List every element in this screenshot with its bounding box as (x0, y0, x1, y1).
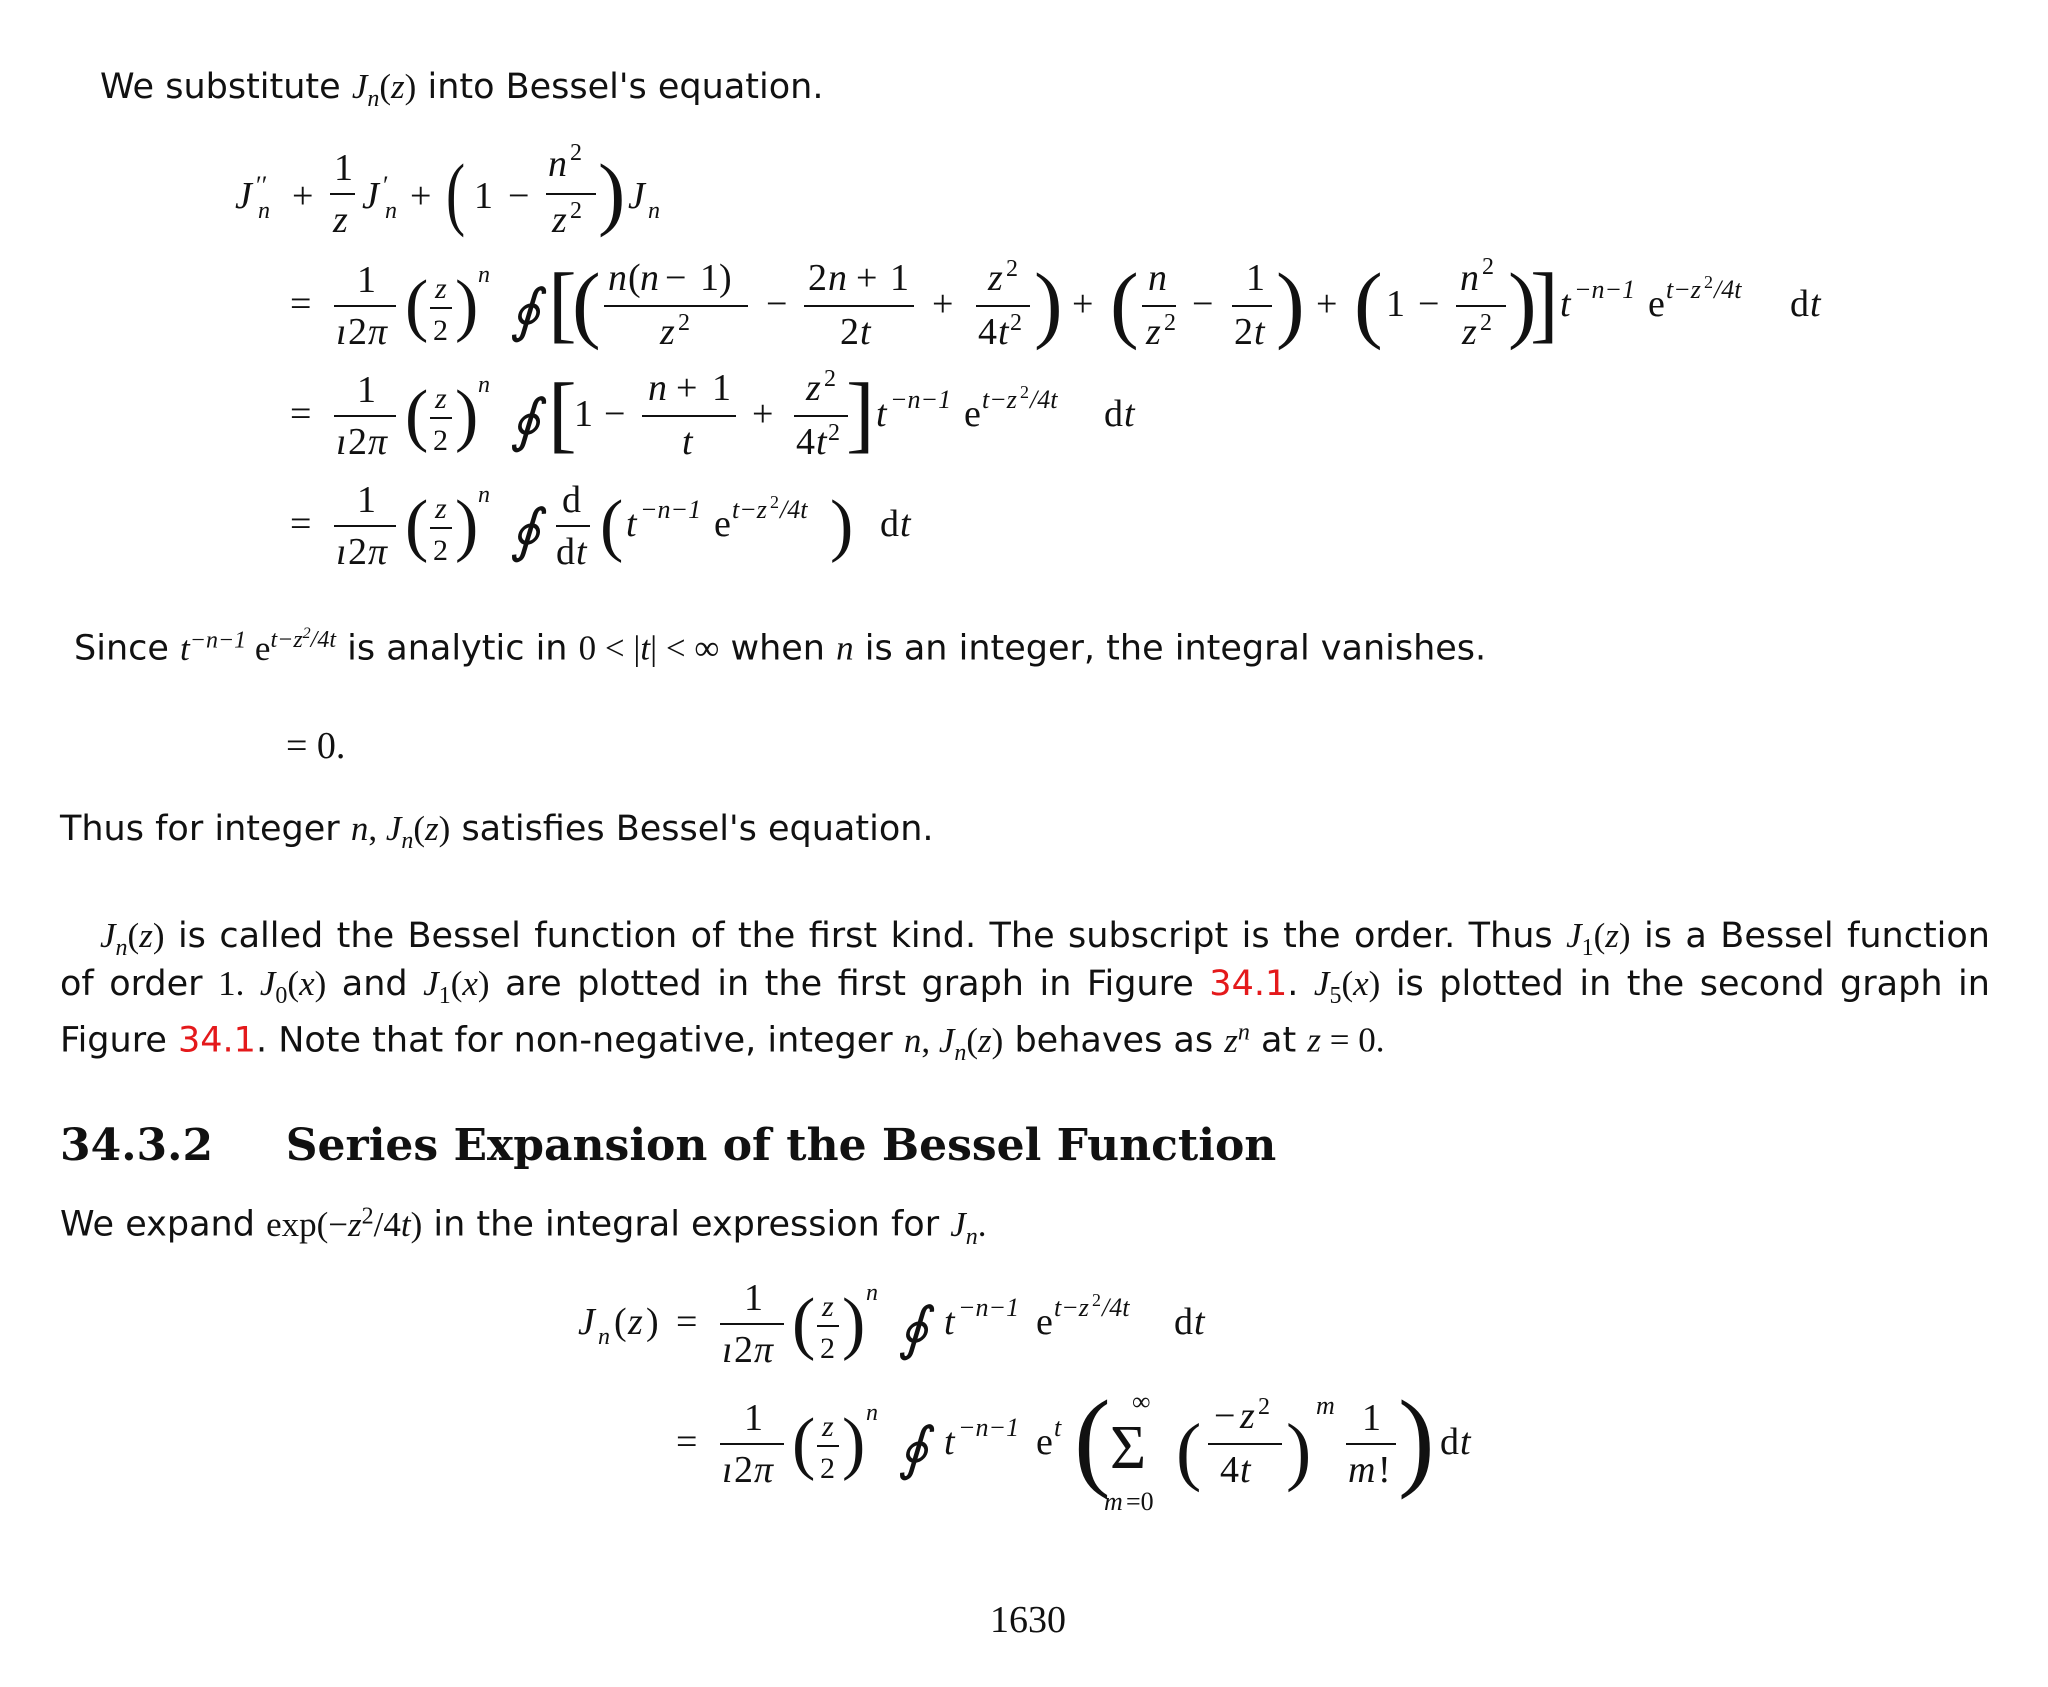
svg-text:z: z (660, 311, 675, 353)
paragraph-t7: Figure (60, 1020, 167, 1061)
svg-text:2: 2 (1164, 310, 1176, 336)
svg-text:): ) (1398, 1378, 1435, 1500)
svg-text:t: t (576, 531, 587, 573)
paragraph-t2: is a Bessel function (1644, 916, 1990, 956)
section-title: Series Expansion of the Bessel Function (285, 1120, 1277, 1171)
svg-text:2: 2 (1010, 310, 1022, 336)
svg-text:2: 2 (678, 310, 690, 336)
svg-text:(: ( (1176, 1409, 1202, 1493)
svg-text:ı: ı (336, 311, 347, 353)
svg-text:−: − (508, 175, 530, 217)
svg-text:2: 2 (1482, 254, 1494, 280)
section-number: 34.3.2 (60, 1120, 214, 1171)
equation-1-line-1 (290, 254, 1822, 353)
svg-text:2: 2 (820, 1332, 835, 1365)
svg-text:1: 1 (712, 367, 731, 409)
equation-1-svg (0, 130, 2048, 580)
svg-text:]: ] (1530, 255, 1559, 351)
svg-text:2: 2 (840, 311, 859, 353)
equation-1-line-2 (290, 365, 1136, 463)
expand-line (60, 1202, 987, 1251)
svg-text:z: z (435, 272, 447, 305)
svg-text:∮: ∮ (898, 1296, 929, 1361)
svg-text:2: 2 (1092, 1290, 1101, 1310)
svg-text:z: z (435, 382, 447, 415)
svg-text:(: ( (1074, 1378, 1111, 1500)
expand-post: in the integral expression for (433, 1204, 940, 1245)
svg-text:+: + (856, 257, 878, 299)
svg-text:+: + (410, 175, 432, 217)
svg-text:n: n (478, 372, 490, 398)
svg-text:π: π (368, 421, 388, 463)
svg-text:t: t (1460, 1421, 1471, 1463)
paragraph-t3: of order (60, 964, 203, 1004)
svg-text:∮: ∮ (510, 498, 541, 563)
svg-text:e: e (1648, 283, 1665, 325)
svg-text:n: n (548, 143, 567, 185)
svg-text:−: − (1214, 1395, 1236, 1437)
svg-text:n: n (258, 198, 270, 224)
svg-text:n: n (648, 367, 667, 409)
svg-text:): ) (455, 267, 479, 344)
svg-text:−n−1: −n−1 (890, 385, 952, 414)
svg-text:n: n (640, 257, 659, 299)
section-heading (60, 1120, 1276, 1173)
svg-text:∮: ∮ (898, 1416, 929, 1481)
svg-text:t: t (682, 421, 693, 463)
svg-text:t: t (944, 1421, 955, 1463)
svg-text:1: 1 (1362, 1397, 1381, 1439)
paragraph-line-1: $J_n(z)$ is called the Bessel function of the first kind. The subscript is the order. Thus $J_1(z)$ is a Bessel function (100, 916, 1990, 961)
svg-text:): ) (455, 377, 479, 454)
svg-text:ı: ı (336, 531, 347, 573)
paragraph-t1: is called the Bessel function of the first kind. The subscript is the order. Thus (177, 916, 1553, 956)
svg-text:/4t: /4t (1102, 1293, 1130, 1322)
svg-text:e: e (714, 503, 731, 545)
since-post: is an integer, the integral vanishes. (864, 628, 1487, 669)
svg-text:−n−1: −n−1 (958, 1413, 1020, 1442)
svg-text:z: z (333, 199, 348, 241)
svg-text:=: = (290, 283, 312, 325)
thus-post: satisfies Bessel's equation. (461, 809, 934, 849)
svg-text:ı: ı (722, 1329, 733, 1371)
svg-text:t: t (998, 311, 1009, 353)
svg-text:n: n (1460, 257, 1479, 299)
svg-text:t: t (944, 1301, 955, 1343)
svg-text:1: 1 (357, 479, 376, 521)
svg-text:z: z (822, 1290, 834, 1323)
since-line (74, 624, 1486, 670)
expand-math: $\exp(-z^2/4t)$ (266, 1203, 423, 1244)
svg-text:): ) (842, 1405, 866, 1482)
svg-text:=: = (290, 503, 312, 545)
svg-text:(: ( (1354, 255, 1383, 351)
svg-text:/4t: /4t (1714, 275, 1742, 304)
intro-math: $J_n(z)$ (351, 67, 417, 112)
paragraph-t5: are plotted in the first graph in Figure (505, 964, 1194, 1004)
svg-text:(: ( (792, 1405, 816, 1482)
figure-ref-link-1[interactable]: 34.1 (1209, 964, 1288, 1004)
svg-text:2: 2 (1020, 382, 1029, 402)
svg-text:(: ( (1110, 255, 1139, 351)
svg-text:−: − (604, 393, 626, 435)
svg-text:+: + (1316, 283, 1338, 325)
paragraph-t4: and (341, 964, 408, 1004)
paragraph-t9: behaves as (1014, 1020, 1214, 1061)
svg-text:t: t (1254, 311, 1265, 353)
svg-text:t: t (1124, 393, 1135, 435)
intro-pre: We substitute (100, 67, 341, 107)
svg-text:): ) (646, 1301, 659, 1343)
svg-text:2: 2 (570, 198, 582, 224)
svg-text:z: z (435, 492, 447, 525)
svg-text:t: t (1054, 1413, 1062, 1442)
svg-text:1): 1) (700, 257, 732, 299)
svg-text:t: t (1240, 1449, 1251, 1491)
svg-text:[: [ (548, 365, 577, 461)
svg-text:): ) (1276, 255, 1305, 351)
svg-text:t: t (860, 311, 871, 353)
svg-text:e: e (964, 393, 981, 435)
svg-text:1: 1 (574, 393, 593, 435)
equation-block-1 (0, 130, 2048, 580)
svg-text:): ) (842, 1285, 866, 1362)
svg-text:(: ( (405, 487, 429, 564)
svg-text:+: + (1072, 283, 1094, 325)
svg-text:2: 2 (348, 531, 367, 573)
svg-text:/4t: /4t (780, 495, 808, 524)
thus-pre: Thus for integer (60, 809, 340, 849)
svg-text:t−z: t−z (982, 385, 1017, 414)
svg-text:=: = (676, 1421, 698, 1463)
svg-text:1: 1 (334, 147, 353, 189)
svg-text:z: z (1240, 1395, 1255, 1437)
svg-text:2: 2 (734, 1329, 753, 1371)
svg-text:2: 2 (1704, 272, 1713, 292)
svg-text:2: 2 (433, 534, 448, 567)
since-mid2: when (730, 628, 825, 669)
svg-text:(: ( (405, 377, 429, 454)
svg-text:): ) (1508, 255, 1537, 351)
svg-text:ı: ı (722, 1449, 733, 1491)
svg-text:(: ( (792, 1285, 816, 1362)
svg-text:2: 2 (1258, 1394, 1270, 1420)
svg-text:−n−1: −n−1 (1574, 275, 1636, 304)
svg-text:2: 2 (808, 257, 827, 299)
svg-text:−: − (1192, 283, 1214, 325)
svg-text:=0: =0 (1126, 1487, 1154, 1516)
svg-text:+: + (752, 393, 774, 435)
svg-text:+: + (292, 175, 314, 217)
svg-text:z: z (1146, 311, 1161, 353)
svg-text:2: 2 (570, 140, 582, 166)
svg-text:t: t (626, 503, 637, 545)
svg-text:d: d (1104, 393, 1123, 435)
paragraph-t10: at (1261, 1020, 1297, 1061)
bessel-paragraph (60, 912, 1990, 1066)
svg-text:1: 1 (357, 369, 376, 411)
svg-text:m: m (1348, 1449, 1376, 1491)
equation-2-line-2 (676, 1378, 1472, 1516)
svg-text:1: 1 (474, 175, 493, 217)
thus-line (60, 808, 934, 856)
svg-text:J: J (578, 1301, 595, 1343)
svg-text:t: t (1194, 1301, 1205, 1343)
svg-text:2: 2 (433, 424, 448, 457)
paragraph-line-2: of order 1. $J_0(x)$ and $J_1(x)$ are plotted in the first graph in Figure 34.1. $J_5(x)$ is plotted in the second graph in (60, 964, 1990, 1009)
svg-text:2: 2 (828, 420, 840, 446)
svg-text:d: d (880, 503, 899, 545)
svg-text:t−z: t−z (1054, 1293, 1089, 1322)
svg-text:1: 1 (357, 259, 376, 301)
svg-text:4: 4 (796, 421, 815, 463)
svg-text:d: d (556, 531, 575, 573)
svg-text:/4t: /4t (1030, 385, 1058, 414)
svg-text:∮: ∮ (510, 388, 541, 453)
svg-text:Σ: Σ (1110, 1414, 1147, 1482)
svg-text:n: n (866, 1400, 878, 1426)
since-pre: Since (74, 628, 169, 669)
svg-text:(: ( (405, 267, 429, 344)
svg-text:1: 1 (744, 1397, 763, 1439)
svg-text:[: [ (548, 255, 577, 351)
svg-text:2: 2 (820, 1452, 835, 1485)
svg-text:=: = (676, 1301, 698, 1343)
svg-text:2: 2 (1234, 311, 1253, 353)
svg-text:ı: ı (336, 421, 347, 463)
svg-text:n: n (866, 1280, 878, 1306)
svg-text:n: n (828, 257, 847, 299)
svg-text:z: z (806, 367, 821, 409)
svg-text:z: z (628, 1301, 643, 1343)
svg-text:t: t (1560, 283, 1571, 325)
svg-text:): ) (1034, 255, 1063, 351)
svg-text:z: z (552, 199, 567, 241)
svg-text:1: 1 (890, 257, 909, 299)
svg-text:−: − (766, 283, 788, 325)
svg-text:n: n (1148, 257, 1167, 299)
svg-text:π: π (754, 1449, 774, 1491)
equation-1-line-3 (290, 479, 912, 573)
svg-text:e: e (1036, 1301, 1053, 1343)
svg-text:d: d (1790, 283, 1809, 325)
svg-text:1: 1 (1246, 257, 1265, 299)
expand-pre: We expand (60, 1204, 255, 1245)
since-math-n: n (836, 628, 854, 668)
svg-text:(: ( (628, 257, 641, 299)
svg-text:(: ( (614, 1301, 627, 1343)
svg-text:2: 2 (824, 366, 836, 392)
svg-text:(: ( (600, 487, 624, 564)
svg-text:2: 2 (1006, 256, 1018, 282)
svg-text:J: J (235, 175, 252, 217)
svg-text:2: 2 (1480, 310, 1492, 336)
svg-text:d: d (1174, 1301, 1193, 1343)
svg-text:n: n (648, 198, 660, 224)
svg-text:′: ′ (383, 171, 389, 200)
equation-block-2 (0, 1270, 2048, 1530)
svg-text:2: 2 (734, 1449, 753, 1491)
svg-text:): ) (455, 487, 479, 564)
svg-text:m: m (1104, 1487, 1123, 1516)
equals-zero: = 0. (286, 725, 346, 767)
equation-2-svg (0, 1270, 2048, 1530)
equation-1-lhs (235, 140, 660, 241)
svg-text:): ) (1286, 1409, 1312, 1493)
svg-text:=: = (290, 393, 312, 435)
paragraph-line-3: Figure 34.1. Note that for non-negative, integer n, $J_n(z)$ behaves as $z^n$ at z = 0. (60, 1019, 1385, 1066)
svg-text:n: n (385, 198, 397, 224)
since-math-expr: $t^{-n-1}$ $e^{t-z^2/4t}$ (180, 625, 337, 668)
svg-text:+: + (932, 283, 954, 325)
svg-text:−: − (1418, 283, 1440, 325)
since-mid1: is analytic in (347, 628, 568, 669)
svg-text:2: 2 (348, 421, 367, 463)
svg-text:z: z (988, 257, 1003, 299)
svg-text:J: J (362, 175, 379, 217)
svg-text:π: π (368, 531, 388, 573)
figure-ref-link-2[interactable]: 34.1 (178, 1020, 256, 1061)
svg-text:n: n (478, 262, 490, 288)
intro-line (100, 66, 823, 114)
svg-text:t: t (876, 393, 887, 435)
svg-text:m: m (1316, 1391, 1335, 1420)
svg-text:2: 2 (348, 311, 367, 353)
equation-2-line-1 (578, 1277, 1206, 1371)
svg-text:t: t (816, 421, 827, 463)
svg-text:π: π (368, 311, 388, 353)
svg-text:4: 4 (1220, 1449, 1239, 1491)
svg-text:−n−1: −n−1 (958, 1293, 1020, 1322)
svg-text:n: n (598, 1324, 610, 1350)
svg-text:t−z: t−z (1666, 275, 1701, 304)
svg-text:2: 2 (433, 314, 448, 347)
svg-text:]: ] (846, 365, 875, 461)
svg-text:(: ( (572, 255, 601, 351)
svg-text:∮: ∮ (510, 278, 541, 343)
svg-text:d: d (562, 479, 581, 521)
svg-text:π: π (754, 1329, 774, 1371)
svg-text:t−z: t−z (732, 495, 767, 524)
svg-text:2: 2 (770, 492, 779, 512)
svg-text:J: J (628, 175, 645, 217)
svg-text:t: t (900, 503, 911, 545)
paragraph-t6: is plotted in the second graph in (1395, 964, 1990, 1004)
expand-math-jn: $J_n$. (950, 1204, 987, 1250)
svg-text:): ) (598, 147, 626, 238)
svg-text:(: ( (446, 148, 466, 239)
svg-text:d: d (1440, 1421, 1459, 1463)
svg-text:4: 4 (978, 311, 997, 353)
paragraph-t8: . Note that for non-negative, integer (255, 1020, 893, 1061)
svg-text:∞: ∞ (1132, 1387, 1151, 1416)
svg-text:′′: ′′ (256, 171, 268, 200)
svg-text:1: 1 (1386, 283, 1405, 325)
svg-text:n: n (608, 257, 627, 299)
svg-text:+: + (676, 367, 698, 409)
svg-text:n: n (478, 482, 490, 508)
svg-text:z: z (822, 1410, 834, 1443)
svg-text:−n−1: −n−1 (640, 495, 702, 524)
svg-text:1: 1 (744, 1277, 763, 1319)
since-math-range: 0 < |t| < ∞ (578, 628, 720, 668)
svg-text:): ) (830, 487, 854, 564)
svg-text:z: z (1462, 311, 1477, 353)
page-number: 1630 (990, 1599, 1066, 1641)
svg-text:−: − (665, 257, 687, 299)
intro-post: into Bessel's equation. (427, 67, 824, 107)
svg-text:!: ! (1378, 1449, 1391, 1491)
svg-text:e: e (1036, 1421, 1053, 1463)
thus-math: n, $J_n(z)$ (350, 809, 451, 854)
svg-text:t: t (1810, 283, 1821, 325)
